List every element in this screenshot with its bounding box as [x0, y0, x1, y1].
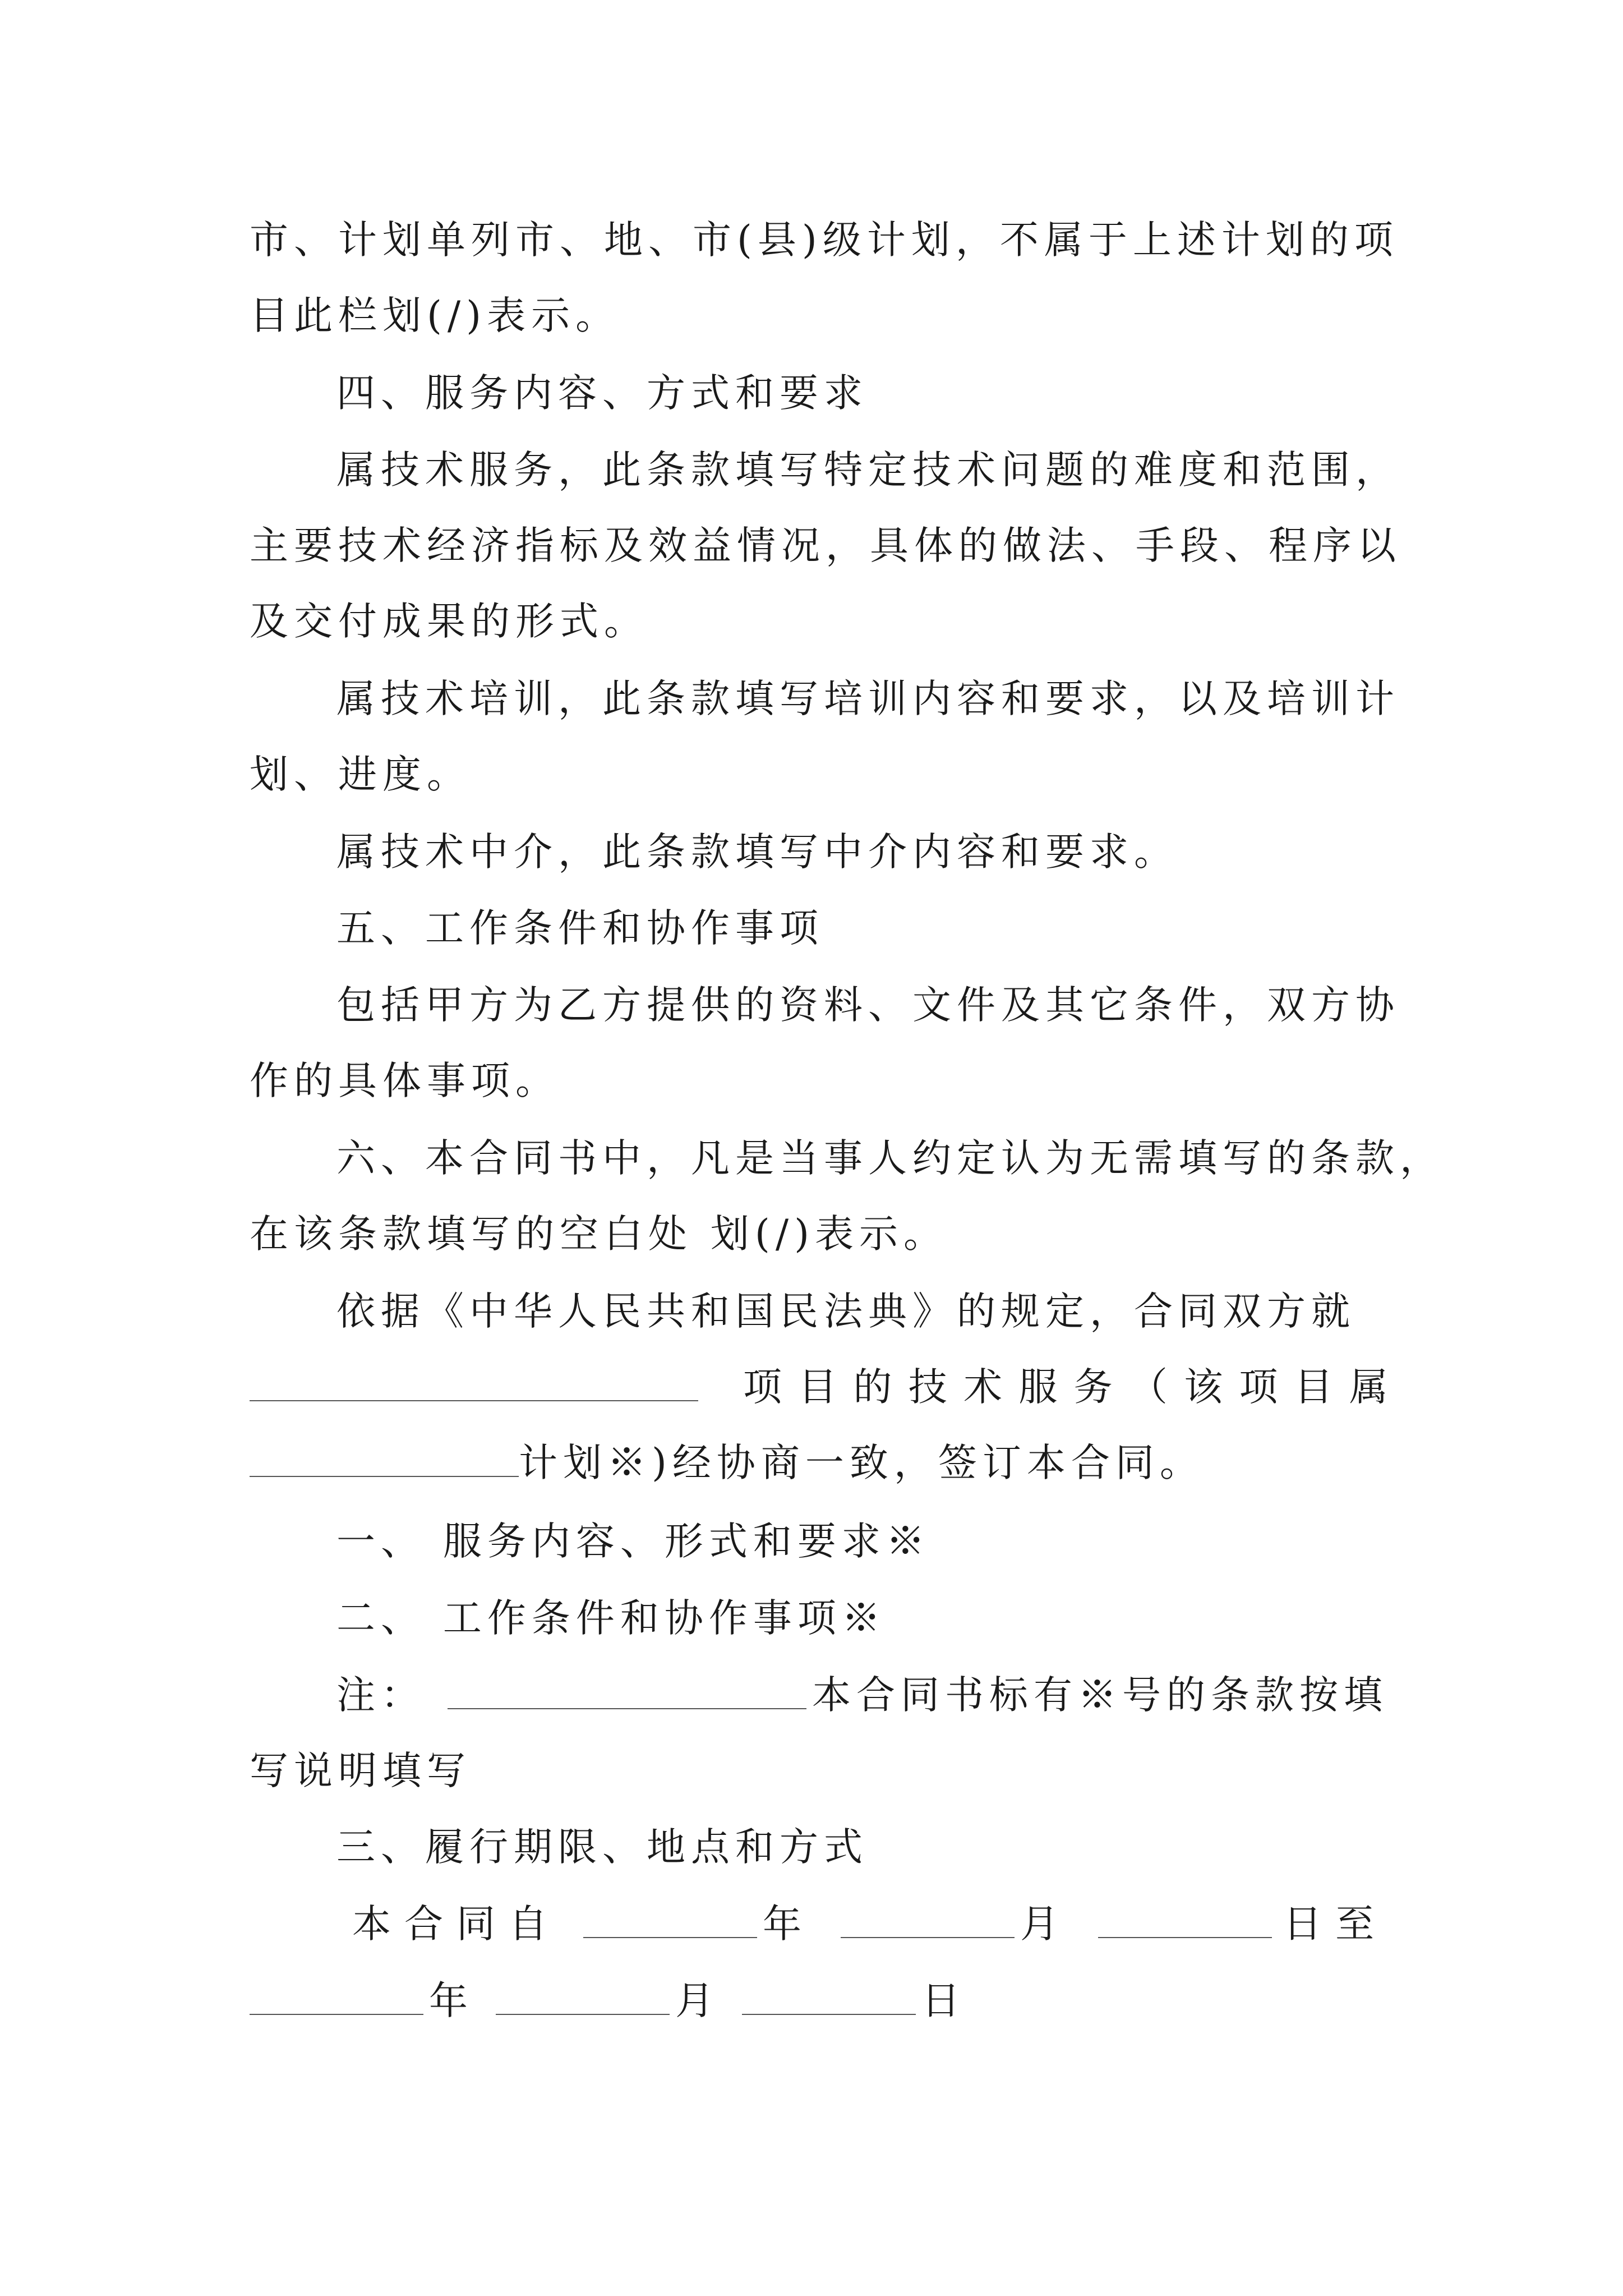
project-line-text: [743, 1356, 1388, 1418]
end-month-blank[interactable]: [496, 1970, 670, 2015]
text-line: 属技术培训，此条款填写培训内容和要求，以及培训计: [336, 677, 1400, 721]
project-line: [250, 1356, 1388, 1418]
text-line: 包括甲方为乙方提供的资料、文件及其它条件，双方协: [336, 983, 1400, 1028]
start-year-blank[interactable]: [583, 1893, 757, 1938]
term-start-label: 本合同自: [352, 1902, 561, 1947]
start-day-blank[interactable]: [1098, 1893, 1272, 1938]
section-heading: 四、服务内容、方式和要求: [336, 371, 868, 416]
note-line: [336, 1664, 1388, 1726]
text-line: 依据《中华人民共和国民法典》的规定，合同双方就: [336, 1289, 1355, 1334]
note-blank[interactable]: [448, 1664, 806, 1709]
plan-line-text: 计划※)经协商一致，签订本合同。: [519, 1441, 1204, 1485]
project-name-blank[interactable]: [250, 1356, 698, 1401]
day-label: 日: [921, 1978, 966, 2023]
project-line-char: 术: [963, 1365, 1003, 1410]
text-line: 作的具体事项。: [250, 1059, 560, 1103]
text-line: 目此栏划(/)表示。: [250, 293, 620, 338]
day-to-label: 日至: [1283, 1902, 1387, 1947]
project-line-char: （: [1128, 1365, 1168, 1410]
text-line: 属技术中介，此条款填写中介内容和要求。: [336, 830, 1178, 875]
section-heading: 三、履行期限、地点和方式: [336, 1825, 868, 1870]
project-line-char: 项: [1239, 1365, 1278, 1410]
text-line: 写说明填写: [250, 1749, 471, 1793]
project-line-char: 的: [853, 1365, 892, 1410]
start-month-blank[interactable]: [841, 1893, 1015, 1938]
project-line-char: 服: [1018, 1365, 1058, 1410]
text-line: 在该条款填写的空白处 划(/)表示。: [250, 1212, 948, 1257]
project-line-char: 目: [798, 1365, 837, 1410]
month-label: 月: [675, 1978, 720, 2023]
text-line: 划、进度。: [250, 752, 471, 797]
project-line-char: 该: [1184, 1365, 1223, 1410]
month-label: 月: [1020, 1902, 1064, 1947]
end-day-blank[interactable]: [742, 1970, 916, 2015]
project-line-char: 属: [1349, 1365, 1388, 1410]
plan-line: [250, 1432, 1388, 1494]
project-line-char: 务: [1073, 1365, 1113, 1410]
plan-type-blank[interactable]: [250, 1432, 519, 1477]
text-line: 市、计划单列市、地、市(县)级计划，不属于上述计划的项: [250, 218, 1399, 263]
project-line-char: 项: [743, 1365, 782, 1410]
note-text: 本合同书标有※号的条款按填: [812, 1673, 1388, 1718]
section-heading: 五、工作条件和协作事项: [336, 906, 824, 951]
term-end-line: [250, 1970, 1388, 2032]
end-year-blank[interactable]: [250, 1970, 423, 2015]
project-line-char: 目: [1294, 1365, 1333, 1410]
year-label: 年: [429, 1978, 473, 2023]
section-heading: 六、本合同书中，凡是当事人约定认为无需填写的条款，: [336, 1136, 1444, 1181]
text-line: 属技术服务，此条款填写特定技术问题的难度和范围，: [336, 448, 1400, 493]
text-line: 及交付成果的形式。: [250, 599, 648, 644]
project-line-char: 技: [908, 1365, 947, 1410]
section-heading: 一、 服务内容、形式和要求※: [336, 1519, 930, 1564]
note-label: 注：: [336, 1673, 425, 1718]
section-heading: 二、 工作条件和协作事项※: [336, 1596, 886, 1641]
year-label: 年: [763, 1902, 807, 1947]
term-start-line: [352, 1893, 1388, 1955]
text-line: 主要技术经济指标及效益情况，具体的做法、手段、程序以: [250, 523, 1401, 568]
